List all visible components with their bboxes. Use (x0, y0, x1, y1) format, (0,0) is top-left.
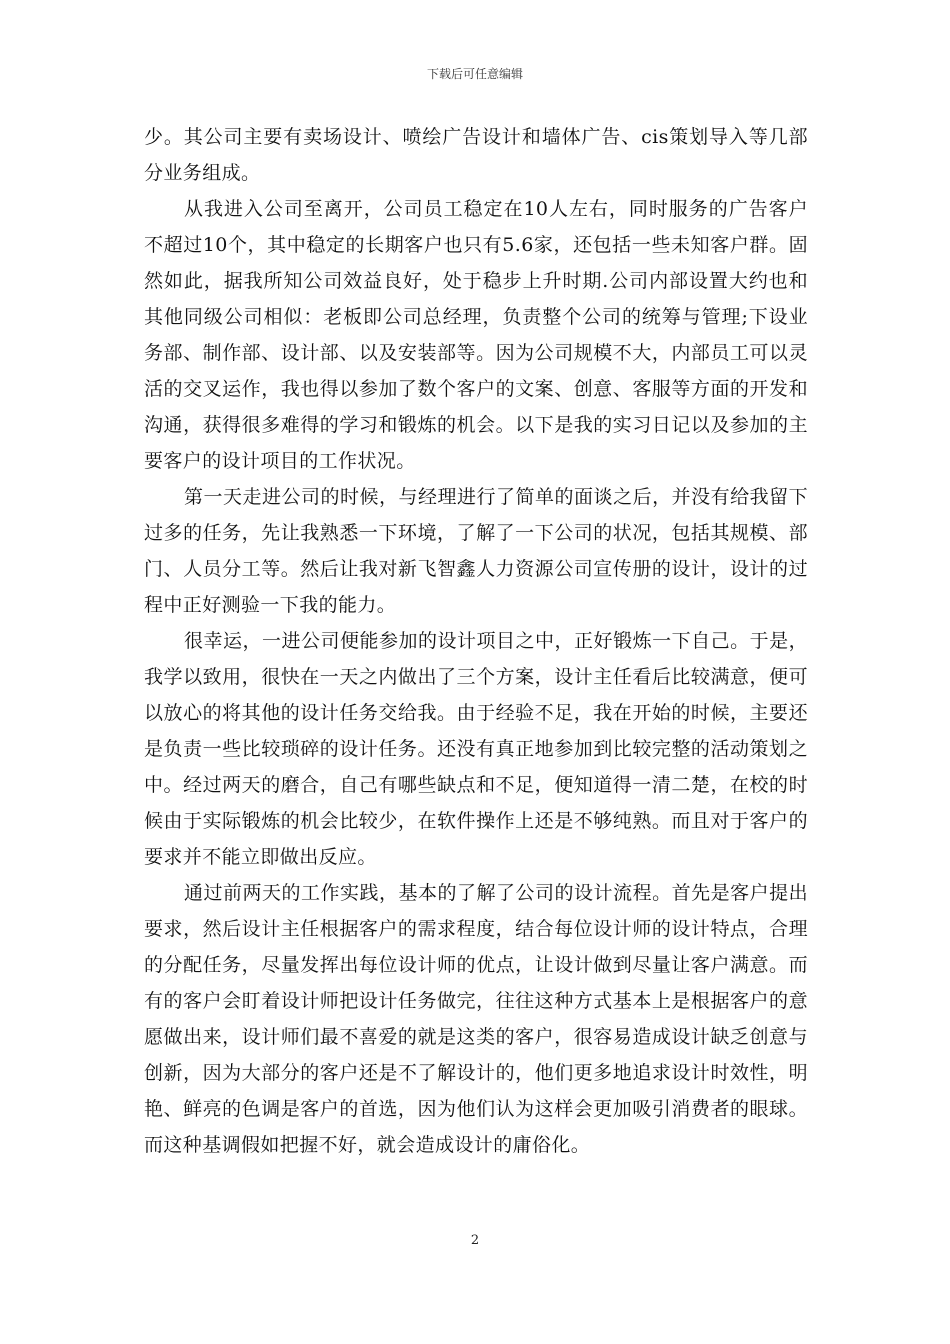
paragraph-2: 从我进入公司至离开，公司员工稳定在10人左右，同时服务的广告客户不超过10个，其中稳定的长期客户也只有5.6家，还包括一些未知客户群。固然如此，据我所知公司效益良好，处于稳步上升时期.公司内部设置大约也和其他同级公司相似：老板即公司总经理，负责整个公司的统筹与管理;下设业务部、制作部、设计部、以及安装部等。因为公司规模不大，内部员工可以灵活的交叉运作，我也得以参加了数个客户的文案、创意、客服等方面的开发和沟通，获得很多难得的学习和锻炼的机会。以下是我的实习日记以及参加的主要客户的设计项目的工作状况。 (144, 198, 808, 472)
document-body (144, 119, 808, 1163)
page-number: 2 (470, 1233, 480, 1248)
paragraph-1: 少。其公司主要有卖场设计、喷绘广告设计和墙体广告、cis策划导入等几部分业务组成。 (144, 126, 808, 184)
paragraph-4: 很幸运，一进公司便能参加的设计项目之中，正好锻炼一下自己。于是，我学以致用，很快在一天之内做出了三个方案，设计主任看后比较满意，便可以放心的将其他的设计任务交给我。由于经验不足，我在开始的时候，主要还是负责一些比较琐碎的设计任务。还没有真正地参加到比较完整的活动策划之中。经过两天的磨合，自己有哪些缺点和不足，便知道得一清二楚，在校的时候由于实际锻炼的机会比较少，在软件操作上还是不够纯熟。而且对于客户的要求并不能立即做出反应。 (144, 630, 808, 868)
page-header: 下载后可任意编辑 (426, 67, 523, 81)
paragraph-3: 第一天走进公司的时候，与经理进行了简单的面谈之后，并没有给我留下过多的任务，先让我熟悉一下环境，了解了一下公司的状况，包括其规模、部门、人员分工等。然后让我对新飞智鑫人力资源公司宣传册的设计，设计的过程中正好测验一下我的能力。 (144, 486, 808, 616)
paragraph-5: 通过前两天的工作实践，基本的了解了公司的设计流程。首先是客户提出要求，然后设计主任根据客户的需求程度，结合每位设计师的设计特点，合理的分配任务，尽量发挥出每位设计师的优点，让设计做到尽量让客户满意。而有的客户会盯着设计师把设计任务做完，往往这种方式基本上是根据客户的意愿做出来，设计师们最不喜爱的就是这类的客户，很容易造成设计缺乏创意与创新，因为大部分的客户还是不了解设计的，他们更多地追求设计时效性，明艳、鲜亮的色调是客户的首选，因为他们认为这样会更加吸引消费者的眼球。而这种基调假如把握不好，就会造成设计的庸俗化。 (144, 882, 808, 1156)
